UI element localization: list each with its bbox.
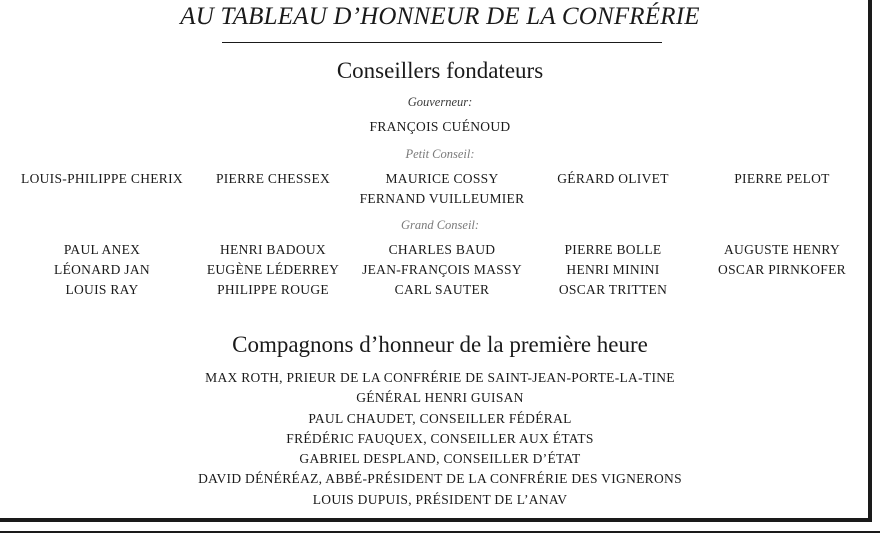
member-name: AUGUSTE HENRY (723, 242, 841, 257)
member-name: PIERRE CHESSEX (215, 171, 331, 186)
member-name: PIERRE BOLLE (564, 242, 662, 257)
list-item: PAUL CHAUDET, CONSEILLER FÉDÉRAL (308, 410, 572, 426)
petit-conseil-column-3 (357, 169, 527, 209)
member-name: CHARLES BAUD (388, 242, 496, 257)
grand-conseil-column-2 (188, 240, 358, 300)
petit-conseil-column-1 (17, 169, 187, 189)
grand-conseil-role-label: Grand Conseil: (400, 218, 480, 232)
member-name: PHILIPPE ROUGE (217, 282, 329, 297)
governor-name: FRANÇOIS CUÉNOUD (369, 119, 511, 134)
member-name: FERNAND VUILLEUMIER (359, 191, 525, 206)
member-name: GÉRARD OLIVET (557, 171, 669, 186)
member-name: OSCAR PIRNKOFER (718, 262, 846, 277)
petit-conseil-column-2 (188, 169, 358, 189)
list-item: DAVID DÉNÉRÉAZ, ABBÉ-PRÉSIDENT DE LA CONFRÉRIE DES VIGNERONS (198, 471, 682, 487)
member-name: PAUL ANEX (63, 242, 141, 257)
member-name: EUGÈNE LÉDERREY (206, 262, 340, 277)
grand-conseil-column-5 (697, 240, 867, 280)
bottom-divider (0, 531, 880, 533)
grand-conseil-column-4 (528, 240, 698, 300)
petit-conseil-role-label: Petit Conseil: (405, 147, 475, 161)
member-name: LOUIS-PHILIPPE CHERIX (21, 171, 183, 186)
list-item: FRÉDÉRIC FAUQUEX, CONSEILLER AUX ÉTATS (286, 430, 594, 446)
member-name: HENRI MININI (566, 262, 660, 277)
member-name: PIERRE PELOT (734, 171, 830, 186)
member-name: LÉONARD JAN (54, 262, 150, 277)
governor-role-label: Gouverneur: (407, 95, 473, 109)
member-name: OSCAR TRITTEN (558, 282, 668, 297)
founders-heading: Conseillers fondateurs (336, 58, 544, 83)
member-name: LOUIS RAY (65, 282, 139, 297)
list-item: GABRIEL DESPLAND, CONSEILLER D’ÉTAT (299, 451, 581, 467)
list-item: MAX ROTH, PRIEUR DE LA CONFRÉRIE DE SAINT-JEAN-PORTE-LA-TINE (205, 370, 675, 385)
title-divider (222, 42, 662, 43)
document-title: AU TABLEAU D’HONNEUR DE LA CONFRÉRIE (180, 3, 700, 30)
member-name: MAURICE COSSY (385, 171, 499, 186)
list-item: GÉNÉRAL HENRI GUISAN (356, 390, 524, 406)
companions-heading: Compagnons d’honneur de la première heure (232, 332, 648, 357)
petit-conseil-column-5 (697, 169, 867, 189)
member-name: CARL SAUTER (394, 282, 490, 297)
list-item: LOUIS DUPUIS, PRÉSIDENT DE L’ANAV (312, 491, 568, 507)
grand-conseil-column-3 (357, 240, 527, 300)
companions-list (0, 368, 880, 510)
petit-conseil-column-4 (528, 169, 698, 189)
member-name: JEAN-FRANÇOIS MASSY (362, 262, 522, 277)
member-name: HENRI BADOUX (220, 242, 326, 257)
grand-conseil-column-1 (17, 240, 187, 300)
